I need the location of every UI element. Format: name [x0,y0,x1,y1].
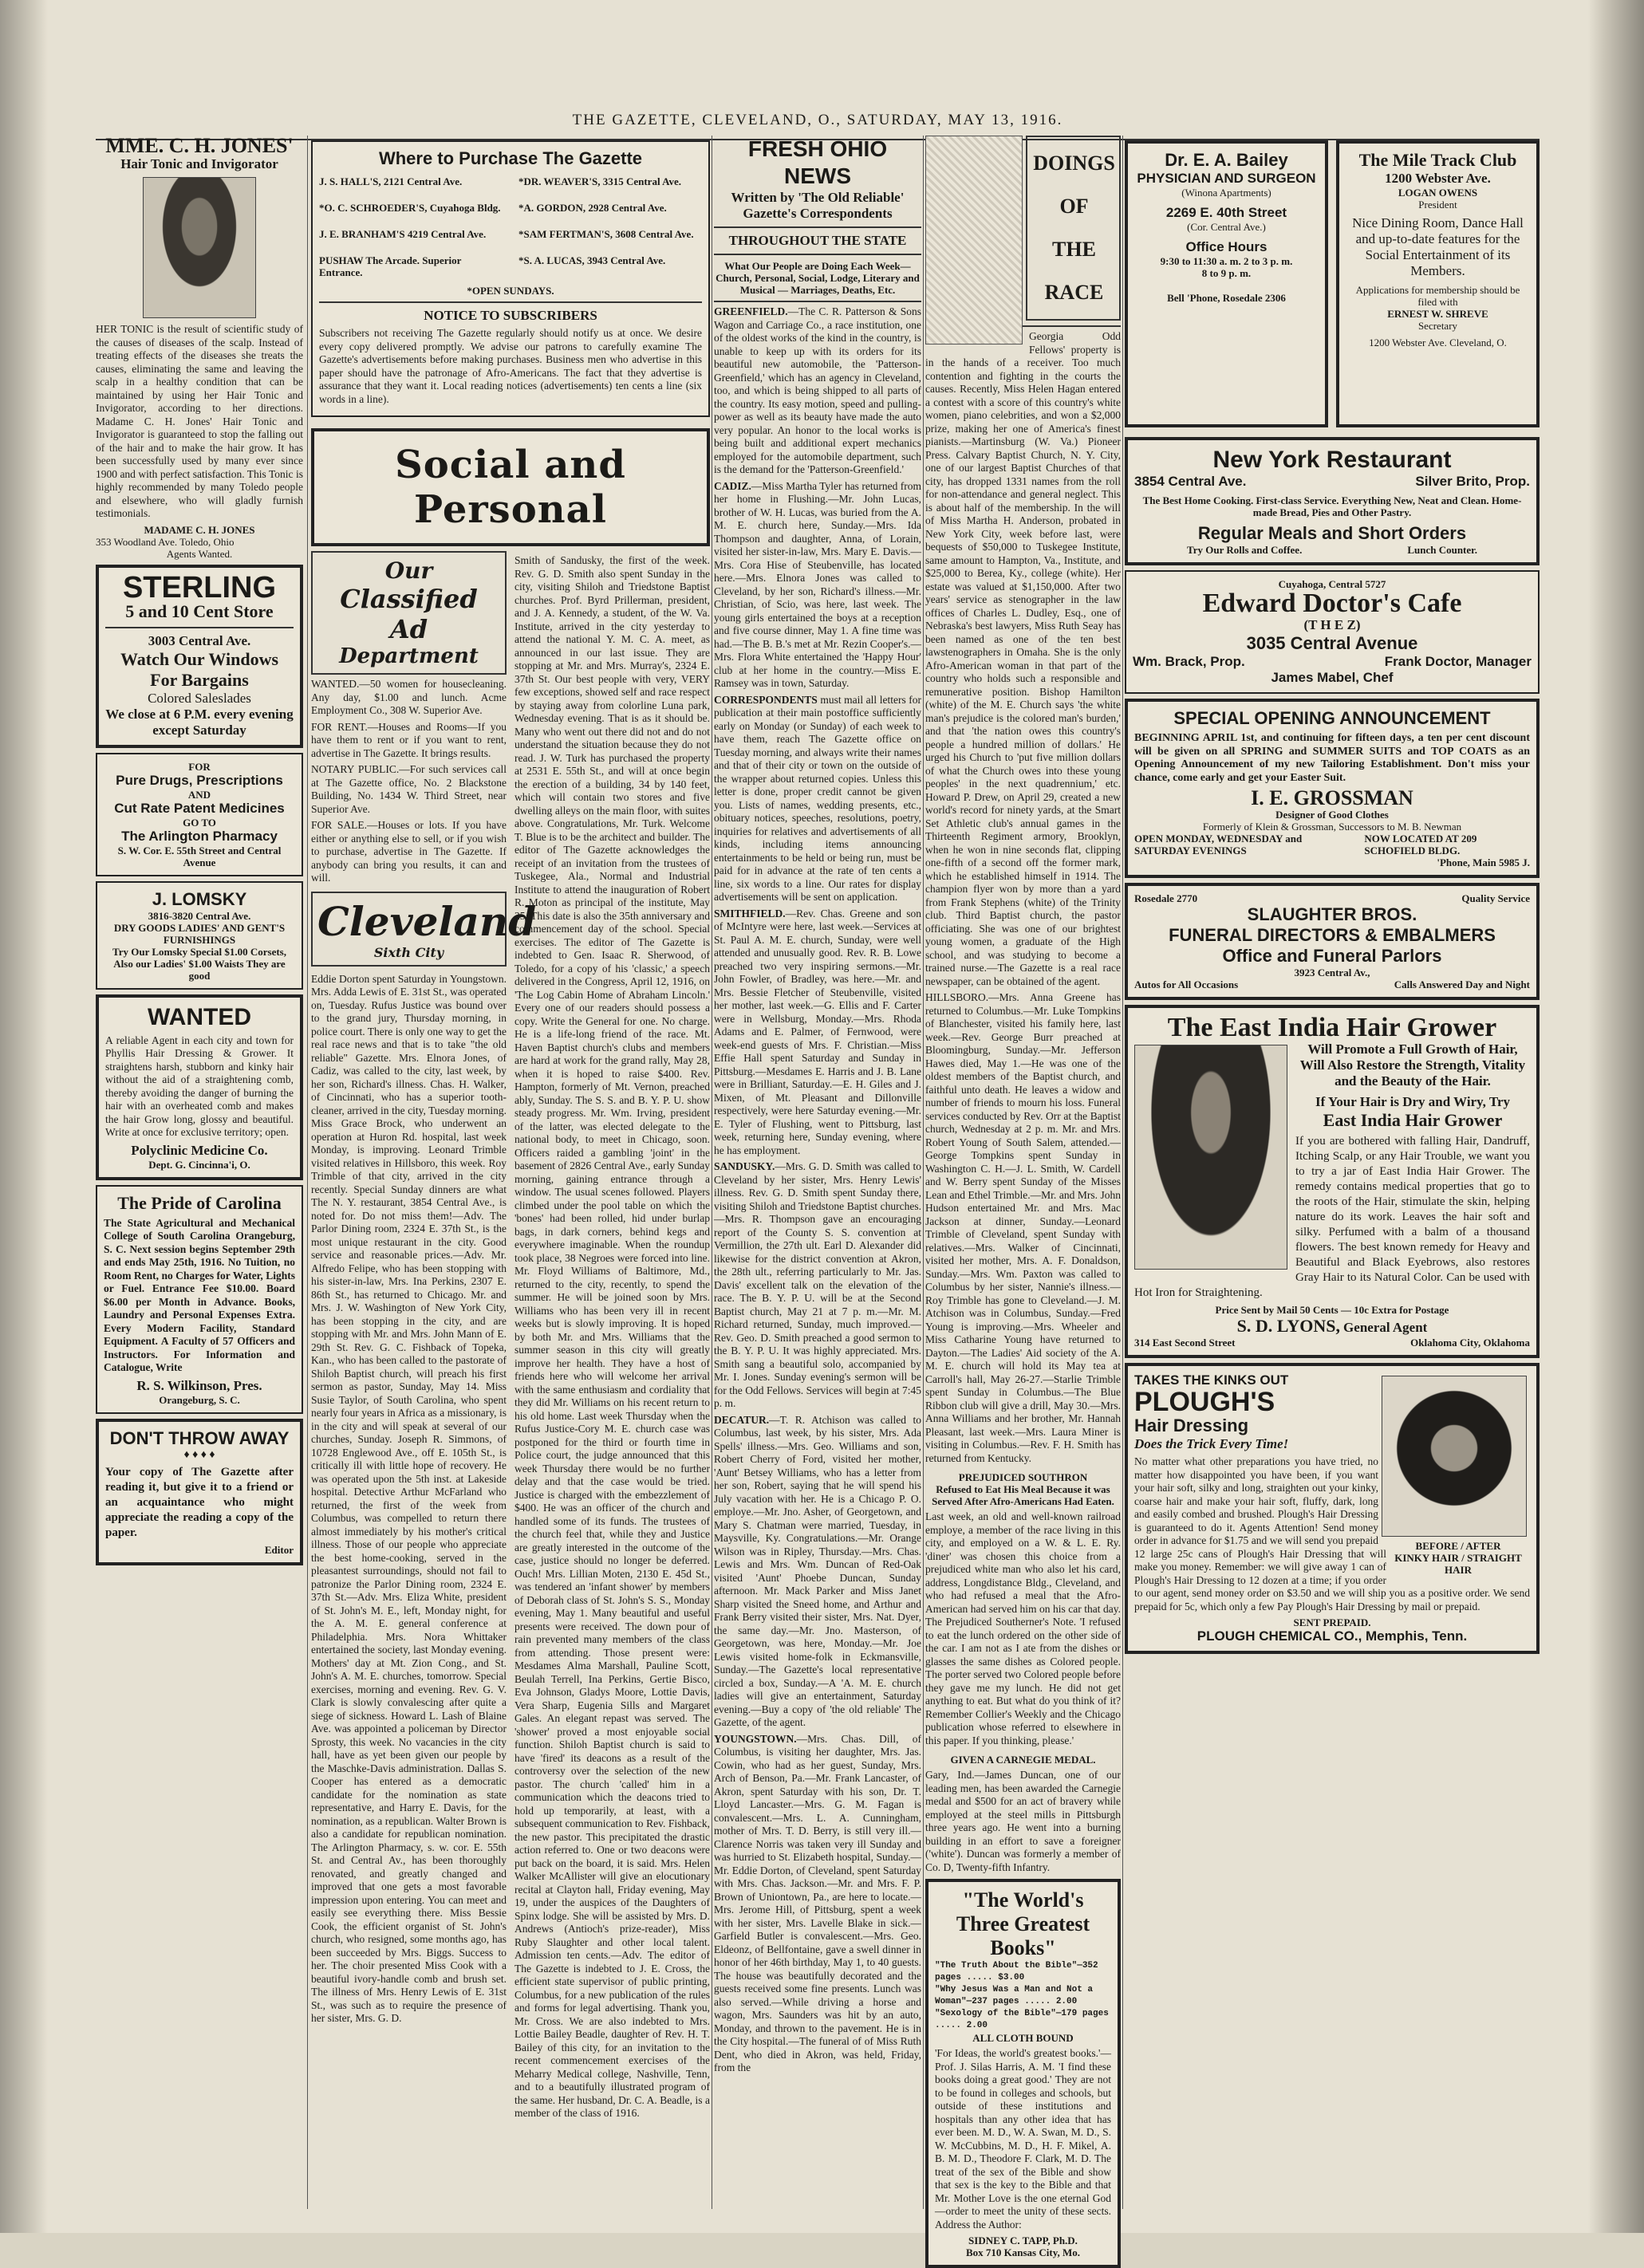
east-india-city: Oklahoma City, Oklahoma [1410,1337,1530,1349]
vendor-item: *S. A. LUCAS, 3943 Central Ave. [518,254,666,266]
column-5 [1125,136,1540,2209]
diamond-ornaments: ♦ ♦ ♦ ♦ [183,1448,215,1461]
mile-track-secretary: ERNEST W. SHREVE [1387,308,1488,320]
social-personal-banner [311,428,710,546]
arlington-goto: GO TO [183,816,216,829]
social-personal-title: Social and Personal [395,443,626,532]
plough-before: BEFORE [1415,1540,1458,1552]
east-india-name: East India Hair Grower [1323,1110,1503,1130]
doings-word: THE [1052,238,1096,261]
cafe-name: Edward Doctor's Cafe [1202,589,1462,618]
dateline: CORRESPONDENTS [714,693,818,706]
cafe-subtitle: (T H E Z) [1303,617,1361,632]
east-india-try: If Your Hair is Dry and Wiry, Try [1315,1094,1511,1109]
vendor-item: *A. GORDON, 2928 Central Ave. [518,202,667,214]
news-item: must mail all letters for publication at their main postoffice sufficiently early on Monday (or Sunday) of each week to have them, reach The Gazette office on Tuesday morning, and always write their names and that of their city or town on the outside of the wrapper about returned copies. Unless this letter is done, proper credit cannot be given you. Lists of names, wedding presents, etc., obituary notices, speeches, resolutions, poetry, inquiries for relatives and advertisements of all kinds, including items announcing entertainments to be held or being run, must be paid for in advance at the rate of ten cents a line, six words to a line. Our rates for display advertisements will be sent on application. [714,693,921,903]
fresh-ohio-subtitle: Written by 'The Old Reliable' Gazette's Correspondents [731,190,905,221]
sterling-windows: Watch Our Windows For Bargains [120,648,279,690]
bailey-hours: 9:30 to 11:30 a. m. 2 to 3 p. m. [1160,255,1293,267]
east-india-title: The East India Hair Grower [1167,1013,1497,1042]
arlington-name: The Arlington Pharmacy [121,828,278,844]
book-line: "Why Jesus Was a Man and Not a Woman"—237 pages ..... 2.00 [935,1985,1094,2006]
plough-kinks: TAKES THE KINKS OUT [1134,1372,1289,1388]
mile-track-president-title: President [1418,199,1457,211]
ny-meals: Regular Meals and Short Orders [1197,523,1467,543]
doings-title [1026,136,1121,321]
east-india-portrait [1134,1045,1287,1270]
lomsky-address: 3816-3820 Central Ave. [148,909,251,922]
col2-body [311,551,710,2124]
grossman-title: SPECIAL OPENING ANNOUNCEMENT [1173,708,1491,728]
column-3 [714,136,921,2209]
cleveland-subtitle: Sixth City [373,944,444,960]
jones-title: MME. C. H. JONES' [105,134,294,157]
notice-title: NOTICE TO SUBSCRIBERS [424,308,597,323]
binding-edge-left [0,0,48,2233]
wanted-title: WANTED [148,1003,251,1030]
news-item: —The C. R. Patterson & Sons Wagon and Carriage Co., a race institution, one of the oldest works of the kind in the country, is unable to keep up with its orders for its beautiful new automobile, the 'Patterson-Greenfield,' which has an agency in Cleveland, too, and which is being shipped to all parts of the country. Its easy motion, speed and pulling-power as well as its beauty have made the auto very popular. An honor to the local works is being built and additional expert mechanics employed for the automobile department, such is the demand for the 'Patterson-Greenfield.' [714,305,921,475]
fresh-ohio-state: THROUGHOUT THE STATE [728,233,907,248]
bailey-ad [1125,140,1328,427]
local-news-right: Smith of Sandusky, the first of the week. Rev. G. D. Smith also spent Sunday in the city, visiting Shiloh and Triedstone Baptist churches. Prof. Byrd Prillerman, president, and J. A. Kennedy, a student, of the W. Va. Institute, arrived in the city yesterday to attend the national Y. M. C. A. meet, as announced in our last issue. They are stopping at Mr. and Mrs. Murray's, 2324 E. 37th St. Our best people with very, VERY few exceptions, showed self and race respect by staying away from colorline Luna park, Wednesday evening. That is as it should be. Many who went out there did not and do not understand the situation because they do not read. J. W. Turk has purchased the property at 2531 E. 55th St., and will at once begin the erection of a building, 34 by 140 feet, which will contain two stores and five dwelling alleys on the main floor, with suites above. Congratulations, Mr. Turk. Welcome T. Blue is to be the architect and builder. The editor of The Gazette acknowledges the receipt of an invitation from the trustees of Tuskegee, Ala., Normal and Industrial Institute to attend the inauguration of Robert R. Moton as principal of the institute, May 25. This date is also the 35th anniversary and commencement day of the school. Special exercises. The editor of The Gazette is indebted to Gen. Isaac R. Sherwood, of Toledo, for a copy of his 'classic,' a speech delivered in the Congress, April 12, 1916, on 'The Log Cabin Home of Abraham Lincoln.' Every one of our readers should possess a copy. Write the General for one. No charge. He is a life-long friend of the race. Mt. Haven Baptist church's clubs and members are hard at work for the grand rally, May 28, when it is hoped to raise $400. Rev. Hampton, formerly of Mt. Vernon, preached ably, Sunday. The S. S. and B. Y. P. U. show steady progress. Mr. Wm. Irving, president of the latter, was elected delegate to the national body, to meet in Chicago, soon. Officers raided a gambling 'joint' in the basement of 2826 Central Ave., early Sunday morning, gaining entrance through a window. The usual scenes followed. Players climbed under the pool table on which the 'bones' had been rolled, hid under burlap bags, in dark corners, behind kegs and everywhere imaginable. When the roundup took place, 38 Negroes were forced into line. Mr. Floyd Williams of Baltimore, Md., returned to the city, recently, to spend the summer. He will be joined soon by Mrs. Williams who has been very ill in recent weeks but is slowly improving. It is hoped by both Mr. and Mrs. Williams that the summer season in this city will greatly improve her health. They have a host of friends here who will welcome her arrival with the same enthusiasm and cordiality that they did Mr. Williams on his recent return to his old home. Last week Thursday when the Rufus Justice-Cory M. E. church case was postponed for the third or fourth time in Police court, the judge announced that this week Thursday there would be no further delay and that the case would be tried. Justice is charged with the embezzlement of $400. He was an officer of the church and handled some of its funds. The trustees of the church feel that, while they and Justice are greatly interested in the outcome of the case, justice should no longer be deferred. Ouch! Mrs. Lillian Moten, 2130 E. 45d St., was tendered an 'infant shower' by members of Deborah class of St. John's S. S., Monday evening, May 1. Many beautiful and useful presents were received. The down pour of rain prevented many members of the class from attending. Those present were: Mesdames Alma Marshall, Pauline Scott, Beulah Terrell, Ina Perkins, Gertie Bisco, Eva Johnson, Gladys Moore, Lottie Davis, Vera Sharp, Eugenia Sills and Margaret Gales. An elegant repast was served. The 'shower' proved a most enjoyable social function. Shiloh Baptist church is said to have 'fired' its deacons as a result of the controversy over the selection of the new pastor. The church 'called' him in a communication which the deacons tried to hold up temporarily, at least, with a subsequent communication to Rev. Fishback, the new pastor. This precipitated the drastic action referred to. One or two deacons were put back on the board, it is said. Mrs. Helen Walker McAllister will give an elocutionary recital at Clayton hall, Friday evening, May 19, under the auspices of the Daughters of Spinx lodge. She will be assisted by Mrs. D. Andrews (Antioch's prize-reader), Miss Ruby Slaughter and other local talent. Admission ten cents.—Adv. The editor of The Gazette is indebted to J. E. Cross, the efficient state supervisor of public printing, Columbus, for a new publication of the rules and forms for legal advertising. Thank you, Mr. Cross. We are also indebted to Mrs. Lottie Bailey Beadle, daughter of Rev. H. T. Bailey of this city, for an invitation to the recent commencement exercises of the Meharry Medical college, Nashville, Tenn, and to a beautifully illustrated program of the same. Her husband, Dr. C. A. Beadle, is a member of the class of 1916. [514,554,710,2119]
mile-track-applications: Applications for membership should be filed with [1355,284,1520,308]
mile-track-address: 1200 Webster Ave. [1385,171,1491,186]
grossman-phone: 'Phone, Main 5985 J. [1437,856,1530,868]
news-item: —Rev. Chas. Greene and son of McIntyre were here, last week.—Services at St. Paul A. M. E. church, Sunday, were well attended and unusually good. Rev. R. B. Lowe preached two very inspiring sermons.—Mr. John Fowler, of Bradley, was here.—Mr. and Mrs. Bessie Fletcher of Steubenville, visited her mother, last week.—G. Ellis and F. Carter were in Wellsburg, Monday.—Mrs. Rhoda Adams and E. Palmer, of Fernwood, were week-end guests of Mrs. F. Christian.—Miss Effie Hall spent Saturday and Sunday in Pittsburg.—Mesdames E. Harris and J. B. Lane were in Brilliant, Saturday.—E. H. Giles and J. Mixen, of Mt. Pleasant and Dillonville respectively, were here Saturday evening.—Mr. E. Tyler of Flushing, went to Pittsburg, last week, returning here, Sunday evening, where he has employment. [714,907,921,1156]
slaughter-quality: Quality Service [1461,892,1530,904]
doings-header [925,136,1121,327]
plough-ad: TAKES THE KINKS OUT PLOUGH'S Hair Dressing Does the Trick Every Time! BEFORE / AFTER KINKY HAIR / STRAIGHT HAIR No matter what other preparations you have tried, no matter how disappointed you have been, if you want your hair soft, silky and long, straighten out your kinky, coarse hair and make your hair soft, fluffy, dark, long and easily combed and brushed. Plough's Hair Dressing is guaranteed to do it. Agents Attention! Send money order in advance for $1.75 and we will send you prepaid 12 large 25c cans of Plough's Hair Dressing that will make you money. Remember: we will give away 1 can of Plough's Hair Dressing to 12 dozen at a time; if you order to our agent, send money order on $3.50 and we will ship you as a positive order. We send prepaid for 5c, which only a few Pay Plough's Hair Dressing by mail or prepaid. SENT PREPAID. PLOUGH CHEMICAL CO., Memphis, Tenn. [1125,1363,1540,1654]
doings-word: OF [1059,195,1089,218]
classified-banner [311,551,507,675]
column-rule [923,136,924,2209]
plough-after: AFTER [1465,1540,1501,1552]
plough-name: PLOUGH'S [1134,1387,1275,1417]
fresh-ohio-header [714,136,921,302]
dont-throw-body: Your copy of The Gazette after reading it, but give it to a friend or an acquaintance who might appreciate the reading a copy of the paper. [105,1465,294,1539]
lomsky-goods: DRY GOODS LADIES' AND GENT'S FURNISHINGS [113,921,286,946]
cafe-proprietor: Wm. Brack, Prop. [1133,654,1245,669]
dateline: DECATUR. [714,1413,770,1426]
notice-body: Subscribers not receiving The Gazette regularly should notify us at once. We desire every copy delivered promptly. We advise our patrons to carefully examine The Gazette's advertisements before making purchases. Business men who advertise in this paper should have the patronage of Afro-Americans. The fact that they advertise is assurance that they want it. Local reading notices (advertisements) ten cents a line (six words in a line). [319,327,702,405]
classified-item: NOTARY PUBLIC.—For such services call at The Gazette office, No. 2 Blackstone Building, No. 1434 W. Third Street, near Superior Ave. [311,763,507,815]
bailey-building: (Winona Apartments) [1181,187,1271,199]
page-header: THE GAZETTE, CLEVELAND, O., SATURDAY, MAY 13, 1916. [96,112,1540,140]
dont-throw-signature: Editor [264,1543,294,1556]
east-india-body: If you are bothered with falling Hair, Dandruff, Itching Scalp, or any Hair Trouble, we want you to try a jar of East India Hair Grower. The remedy contains medical properties that go to the roots of the Hair, stimulate the skin, helping nature do its work. Leaves the hair soft and silky. Perfumed with a balm of a thousand flowers. The best known remedy for Heavy and Beautiful and Black Eyebrows, also restores Gray Hair to its Natural Color. Can be used with Hot Iron for Straightening. [1134,1135,1530,1299]
cafe-address: 3035 Central Avenue [1246,633,1418,653]
news-item: —Miss Martha Tyler has returned from her home in Flushing.—Mr. John Lucas, brother of W. H. Lucas, was buried from the A. M. E. church here, Sunday.—Mrs. Ida Thompson and daughter, Anna, of Lorain, visited her sister-in-law, Mrs. Mary E. Davis.—Mrs. Cora Hise of Steubenville, has located here.—Mrs. Elnora Jones was called to Cleveland, by her son, Richard's illness.—Mr. Christian, of Scio, was here, last week. The young girls entertained the boys at a reception and five course dinner, May 1. A fine time was had.—The B. B.'s met at Mr. Rezin Cooper's.—Mrs. Flora White entertained the 'Happy Hour' club at her home in the country.—Miss E. Ramsey was in town, Saturday. [714,479,921,689]
book-line: ALL CLOTH BOUND [972,2032,1074,2044]
medal-title: GIVEN A CARNEGIE MEDAL. [950,1754,1096,1766]
local-news-left: Eddie Dorton spent Saturday in Youngstown. Mrs. Adda Lewis of E. 31st St., was operated on, Tuesday. Rufus Justice was bound over to the grand jury, Thursday morning, in police court. There is only one way to get the real race news and that is to take "the old reliable" Gazette. Mrs. Elnora Jones, of Cadiz, was called to the city, last week, by her son, Richard's illness. Chas. H. Walker, of Cincinnati, who has a superior tooth-cleaner, arrived in the city, Tuesday morning. Miss Grace Brock, who underwent an operation at Huron Rd. hospital, last week Monday, is improving. Leonard Trimble visited relatives in Hillsboro, this week. Roy Trimble of that city, arrived in the city recently. Special Sunday dinners are what The N. Y. restaurant, 3854 Central Ave., is noted for. Do not miss them!—Adv. The Parlor Dining room, 2324 E. 37th St., is the most unique restaurant in the city. Good service and reasonable prices.—Adv. Mr. Alfredo Felipe, who has been stopping with his sister-in-law, Mrs. Ina Perkins, 2307 E. 86th St., has returned to Chicago. Mr. and Mrs. J. W. Washington of New York City, has been stopping in the city, and are stopping with Mr. and Mrs. John Mann of E. 29th St. Rev. G. C. Fishback of Topeka, Kan., who has been called to the pastorate of Shiloh Baptist church, will preach his first sermon as pastor, Sunday, May 14. Miss Susie Taylor, of South Carolina, who spent nearly four years in Africa as a missionary, is in the city and will speak at several of our churches, Sunday. Joseph R. Simmons, of 10728 Englewood Ave., off E. 105th St., is critically ill with little hope of recovery. He was operated upon the 5th inst. at Lakeside hospital. Detective Arthur McFarland who returned, the first of the week from Columbus, was compelled to return there almost immediately by his mother's critical illness. Those of our people who appreciate the best home-cooking, served in the pleasantest surroundings, should not fail to patronize the Parlor Dining room, 2324 E. 37th St.—Adv. Mrs. Eliza White, president of St. John's M. E., left, Monday night, for the A. M. E. general conference at Philadelphia. Mrs. Nora Whittaker entertained the society, last Monday evening. Mothers' day at Mt. Zion Cong., and St. John's A. M. E. churches, tomorrow. Special exercises, morning and evening. Rev. G. V. Clark is slowly convalescing after quite a siege of sickness. Howard L. Lash of Blaine Ave. was appointed a policeman by Director Sprosty, this week. No vacancies in the city hall, have as yet been given our people by the Maschke-Davis administration. Dallas S. Cooper has entered as a democratic candidate for the nomination as state representative, and Harry E. Davis, for the nomination, as a republican. Walter Brown is also a candidate for republican nomination. The Arlington Pharmacy, s. w. cor. E. 55th St. and Central Av., has been thoroughly renovated, and greatly changed and improved that one gets a most favorable impression upon entering. You can meet and easily see everything there. Miss Bessie Cook, the efficient organist of St. John's church, who resigned, some months ago, has been succeeded by Mrs. Biggs. Success to her. The choir presented Miss Cook with a beautiful ivory-handle comb and brush set. The illness of Mrs. Henry Lewis of E. 31st St., was such as to require the presence of her sister, Mrs. G. D. [311,972,507,2024]
plough-product: Hair Dressing [1134,1416,1249,1435]
mile-track-ad [1336,140,1540,427]
dateline: CADIZ. [714,479,751,492]
sterling-ad [96,565,303,748]
books-ad [925,1879,1121,2268]
col2-left [311,551,537,2124]
book-line: "The Truth About the Bible"—352 pages ..... $3.00 [935,1961,1098,1983]
wanted-company: Polyclinic Medicine Co. [131,1142,268,1158]
ny-restaurant-ad [1125,437,1540,565]
vendor-item: *O. C. SCHROEDER'S, Cuyahoga Bldg. [319,202,501,214]
ny-services: The Best Home Cooking. First-class Service. Everything New, Neat and Clean. Home-made Bread, Pies and Other Pastry. [1142,494,1522,518]
wanted-body: A reliable Agent in each city and town for Phyllis Hair Dressing & Grower. It straightens harsh, stubborn and kinky hair without the aid of a straightening comb, thereby avoiding the danger of burning the hair with an overheated comb and makes the hair Grow long, glossy and beautiful. Write at once for exclusive territory; open. [105,1034,294,1138]
classified-department: Department [339,644,479,668]
sterling-subtitle: 5 and 10 Cent Store [125,600,274,621]
arlington-ad [96,753,303,876]
dont-throw-title: DON'T THROW AWAY [109,1427,290,1448]
news-item: —Mrs. Chas. Dill, of Columbus, is visiting her daughter, Mrs. Jas. Cowin, who had as her guest, Sunday, Mrs. Arch of Benson, Pa.—Mr. Frank Lancaster, of Akron, spent Saturday with his son, Dr. T. Lloyd Lancaster.—Mrs. G. M. Fagan is convalescent.—Mrs. L. A. Cunningham, mother of Mrs. T. D. Berry, is still very ill.—Clarence Norris was taken very ill Sunday and was hurried to St. Elizabeth hospital, Sunday.—Mr. Eddie Dorton, of Cleveland, spent Saturday with Mrs. Chas. Jackson.—Mr. and Mrs. F. P. Brown of Uniontown, Pa., are here to locate.—Mrs. Jerome Hill, of Pittsburg, spent a week with her sister, Mrs. Lavelle Blake in sick.—Garfield Butler is convalescent.—Mrs. Geo. Eldeonz, of Bellfontaine, gave a swell dinner in honor of her 46th birthday, May 1, to 40 guests. The house was beautifully decorated and the guests received some fine presents. Lunch was also served.—While driving a horse and wagon, Mrs. Saunders was hit by an auto, Monday, and thrown to the pavement. He is in the City hospital.—The funeral of of Miss Ruth Dent, who died in Akron, was held, Friday, from the [714,1732,921,2073]
carolina-ad [96,1185,303,1414]
dateline: GREENFIELD. [714,305,788,317]
plough-company: PLOUGH CHEMICAL CO., Memphis, Tenn. [1197,1628,1468,1644]
arlington-and: AND [187,788,211,801]
ny-name: New York Restaurant [1212,447,1452,473]
doctor-cafe-ad [1125,570,1540,694]
dateline: SANDUSKY. [714,1160,775,1172]
fresh-ohio-description: What Our People are Doing Each Week—Church, Personal, Social, Lodge, Literary and Musical — Marriages, Deaths, Etc. [716,260,920,296]
slaughter-ad [1125,883,1540,1000]
lomsky-ad [96,881,303,990]
grossman-subtitle: Designer of Good Clothes [1275,809,1389,821]
plough-portrait [1382,1376,1527,1537]
southron-title: PREJUDICED SOUTHRON [958,1471,1088,1483]
column-rule [307,136,308,2209]
arlington-address: S. W. Cor. E. 55th Street and Central Avenue [117,844,282,868]
grossman-name: I. E. GROSSMAN [1251,786,1413,809]
carolina-body: The State Agricultural and Mechanical College of South Carolina Orangeburg, S. C. Next session begins September 29th and ends May 25th, 1916. No Tuition, no Room Rent, no Charges for Water, Lights or Fuel. Entrance Fee $10.00. Board $6.00 per Month in Advance. Books, Laundry and Personal Expenses Extra. Every Modern Facility, Standard Equipment. A Faculty of 57 Officers and Instructors. For Information and Catalogue, Write [104,1216,295,1373]
slaughter-address: 3923 Central Av., [1294,967,1370,978]
east-india-address: 314 East Second Street [1134,1337,1236,1349]
grossman-open: OPEN MONDAY, WEDNESDAY and SATURDAY EVENINGS [1134,833,1303,856]
vendor-item: *SAM FERTMAN'S, 3608 Central Ave. [518,228,694,240]
bailey-address: 2269 E. 40th Street [1165,205,1287,220]
classified-item: FOR SALE.—Houses or lots. If you have either or anything else to sell, or if you wish to purchase, advertise in The Gazette. If anybody can bring you results, it can and will. [311,819,507,884]
medal-body: Gary, Ind.—James Duncan, one of our leading men, has been awarded the Carnegie medal and $500 for an act of bravery while employed at the steel mills in Pittsburgh three years ago. He went into a burning building in an effort to save a foreigner ('white'). Duncan was formerly a member of Co. D, Twenty-fifth Infantry. [925,1769,1121,1873]
bailey-hours-evening: 8 to 9 p. m. [1201,267,1252,279]
dont-throw-ad [96,1419,303,1565]
bailey-phone: Bell 'Phone, Rosedale 2306 [1167,292,1286,304]
mile-track-name: The Mile Track Club [1358,150,1517,170]
vendor-item: PUSHAW The Arcade. Superior Entrance. [319,254,462,278]
purchase-box [311,140,710,417]
carolina-signature: R. S. Wilkinson, Pres. [136,1377,262,1393]
hillsboro-news: HILLSBORO.—Mrs. Anna Greene has returned to Columbus.—Mr. Luke Tompkins of Blanchester, visited his family here, last week.—Rev. George Burr preached at Bloomingburg, Sunday.—Mr. Jefferson Hawes died, May 1.—He was one of the oldest members of the Baptist church, and faithful unto death. He leaves a widow and number of friends to mourn his loss. Funeral services conducted by Rev. Orr at the Baptist church, Wednesday at 2 p. m. Mr. and Mrs. Robert Young of South Salem, attended.—George Tompkins spent Sunday in Washington C. H.—J. L. Smith, W. Cardell and W. Berry spent Sunday of the Misses Lean and Ethel Trimble.—Mr. and Mrs. John Hudson entertained Mr. and Mrs. Mac Jackson at dinner, Sunday.—Leonard Trimble of Cleveland, spent Sunday with relatives.—Mrs. Walker of Cincinnati, visited her mother, Mrs. A. F. Donaldson, Sunday.—Mrs. Wm. Paxton was called to Columbus by her sister, Nannie's illness.—Roy Trimble has gone to Cleveland.—J. M. Atchison was in Columbus, Sunday.—Fred Young is improving.—Mrs. Wheeler and Miss Catharine Young have returned to Dayton.—The Ladies' Aid society of the A. M. E. church will hold its May tea at Carroll's hall, May 26-27.—Starlie Trimble spent Sunday in Columbus.—The Blue Ribbon club will give a drill, May 30.—Mrs. Anna Williams and her brother, Mr. Hannah Pleasant, last week.—Mrs. Laura Miner is visiting in Columbus.—Rev. F. H. Smith has returned from Kentucky. [925,991,1121,1464]
vendor-item: J. S. HALL'S, 2121 Central Ave. [319,175,463,187]
ny-lunch-counter: Lunch Counter. [1407,544,1477,556]
east-india-price: Price Sent by Mail 50 Cents — 10c Extra for Postage [1215,1304,1449,1316]
col2-right [514,551,710,2124]
fresh-ohio-title: FRESH OHIO NEWS [747,136,888,188]
grossman-body: BEGINNING APRIL 1st, and continuing for fifteen days, a ten per cent discount will be given on all SPRING and SUMMER SUITS and TOP COATS as an Opening Announcement of my new Tailoring Establishment. Don't miss your chance, come early and get your Easter Suit. [1134,732,1530,784]
cartoon-illustration [925,136,1023,345]
books-author: SIDNEY C. TAPP, Ph.D. [968,2235,1078,2246]
dateline: SMITHFIELD. [714,907,786,919]
column-rule [1122,136,1123,2209]
sterling-saleslades: Colored Saleslades [148,690,251,706]
jones-signature: MADAME C. H. JONES [144,523,255,536]
top-ads-row [1125,136,1540,432]
ny-address: 3854 Central Ave. [1134,474,1247,489]
open-sundays-note: *OPEN SUNDAYS. [467,285,554,297]
news-item: —T. R. Atchison was called to Columbus, last week, by his sister, Mrs. Ada Spells' illness.—Mrs. Geo. Williams and son, Robert Cherry of Ford, visited her mother, 'Aunt' Betsey Williams, who has a letter from her son, Robert, saying that he will spend his July vacation with her. He is a Chicago P. O. employe.—Mr. Jno. Asher, of Georgetown, and Mary S. Chatman were married, Tuesday, in Maysville, Ky. Congratulations.—Mr. Orange Wilson was in Ripley, Thursday.—Mrs. Chas. Lewis and Mrs. Wm. Duncan of Red-Oak visited 'Aunt' Phoebe Duncan, Sunday afternoon. Mr. Mack Parker and Miss Janet Sharp visited the Sneed home, and Arthur and Frank Berry visited their sister, Mrs. Nat. Dyer, the same day.—Mr. Jno. Masterson, of Georgetown, was here, Monday.—Mr. Joe Lewis visited home-folk in Eckmansville, Sunday.—The Gazette's local representative circled a box, Sunday.—A 'A. M. E. church ladies will give an entertainment, Saturday evening.—Buy a copy of 'the old reliable' The Gazette, of the agent. [714,1413,921,1728]
cafe-chef: James Mabel, Chef [1271,670,1394,685]
grossman-formerly: Formerly of Klein & Grossman, Successors to M. B. Newman [1202,821,1462,833]
vendor-item: J. E. BRANHAM'S 4219 Central Ave. [319,228,487,240]
bailey-name: Dr. E. A. Bailey [1165,150,1288,170]
mile-track-address2: 1200 Webster Ave. Cleveland, O. [1369,337,1507,348]
jones-agents: Agents Wanted. [166,547,233,560]
jones-portrait [143,177,256,318]
plough-straight: STRAIGHT HAIR [1445,1552,1522,1576]
carolina-location: Orangeburg, S. C. [159,1393,240,1406]
east-india-agent-title: General Agent [1343,1320,1428,1335]
east-india-ad [1125,1005,1540,1358]
doings-word: RACE [1044,281,1104,304]
books-title: "The World's Three Greatest Books" [956,1888,1090,1959]
column-2 [311,136,710,2209]
cafe-manager: Frank Doctor, Manager [1384,654,1532,669]
southron-body: Last week, an old and well-known railroad employe, a member of the race living in this city, and employed on a W. & L. E. Ry. 'diner' was chosen this choice from a prejudiced white man who also let his card, address, Longdistance Bldg., Cleveland, and who had refused a meal that the Afro-American had served him on his car that day. The Prejudiced Southerner's Note. 'I refused to eat the lunch ordered on the other side of the car. I am not as I ate from the dishes or glasses the same dishes as Colored people. The porter served two Colored people before they gave me my lunch. He did not get anything to eat. But what do you think of it? Remember Collier's Weekly and the Chicago publication whose referred to elsewhere in this paper. If you thinking, please.' [925,1510,1121,1746]
slaughter-calls: Calls Answered Day and Night [1394,978,1530,990]
mile-track-body: Nice Dining Room, Dance Hall and up-to-date features for the Social Entertainment of its Members. [1352,215,1524,278]
news-item: —Mrs. G. D. Smith was called to Cleveland by her sister, Mrs. Henry Lewis' illness. Rev. G. D. Smith spent Sunday there, visiting Shiloh and Triedstone Baptist churches.—Mrs. R. Thompson gave an encouraging report of the County S. S. convention at Vermillion, the 27th ult. Earl D. Alexander did likewise for the district convention at Akron, the 28th ult., referring particularly to Mr. Jas. Davis' excellent talk on the elevation of the race. The B. Y. P. U. will be at the Second Baptist church, May 21 at 7 p. m.—Mr. M. Richard returned, Sunday, much improved.—Rev. Geo. D. Smith preached a good sermon to the B. Y. P. U. It was highly appreciated. Mrs. Smith sang a beautiful solo, accompanied by Mr. I. Jones. Sunday evening's sermon will be for the Odd Fellows. Services will begin at 7:45 p. m. [714,1160,921,1409]
classified-item: FOR RENT.—Houses and Rooms—If you have them to rent or if you want to rent, advertise in The Gazette. It brings results. [311,720,507,759]
mile-track-president: LOGAN OWENS [1398,187,1478,199]
east-india-claim: Will Promote a Full Growth of Hair, Will Also Restore the Strength, Vitality and the Beauty of the Hair. [1299,1041,1526,1089]
carolina-title: The Pride of Carolina [117,1192,282,1213]
arlington-for: FOR [188,760,211,773]
jones-body: HER TONIC is the result of scientific study of the causes of diseases of the scalp. Instead of treating effects of the diseases she treats the causes, eliminating the same and leaving the scalp in a healthy condition that can be maintained by using her Hair Tonic and Invigorator, according to her directions. Madame C. H. Jones' Hair Tonic and Invigorator is guaranteed to stop the falling out of the hair and to make the hair grow. It has been successfully used by many ever since 1900 and with perfect satisfaction. This Tonic is highly recommended by many Toledo people and elsewhere, who will gladly furnish testimonials. [96,323,303,519]
mile-track-secretary-title: Secretary [1417,320,1458,332]
cafe-phone: Cuyahoga, Central 5727 [1278,578,1386,590]
slaughter-funeral: FUNERAL DIRECTORS & EMBALMERS [1169,925,1496,945]
plough-kinky: KINKY HAIR [1394,1552,1459,1564]
bailey-address2: (Cor. Central Ave.) [1187,221,1266,233]
lomsky-special: Try Our Lomsky Special $1.00 Corsets, Also our Ladies' $1.00 Waists They are good [112,945,286,982]
wanted-ad [96,994,303,1180]
cleveland-banner [311,892,537,967]
books-address: Box 710 Kansas City, Mo. [965,2246,1080,2258]
bailey-hours-title: Office Hours [1185,239,1267,254]
cleveland-title: Cleveland [317,897,537,945]
binding-edge-right [1588,0,1644,2233]
sterling-hours: We close at 6 P.M. every evening except Saturday [105,706,294,738]
slaughter-autos: Autos for All Occasions [1134,978,1239,990]
east-india-agent: S. D. LYONS, [1236,1316,1341,1336]
book-line: "Sexology of the Bible"—179 pages ..... 2.00 [935,2009,1109,2030]
books-body: 'For Ideas, the world's greatest books.'—Prof. J. Silas Harris, A. M. 'I find these books doing a great good.' They are not to be found in colleges and schools, but outside of these institutions and hospitals than any other idea that has ever been. M. D., W. A. Swan, M. D., S. W. McCubbins, M. D., H. F. Mikel, A. B. M. D., Theodore F. Clark, M. D. The treat of the sex of the Bible and show that sex is the key to the Bible and that Mr. Mother Love is the one eternal God—order to meet the unity of these sects. Address the Author: [935,2047,1111,2231]
plough-body: No matter what other preparations you have tried, no matter how disappointed you have been, if you want your hair soft, silky and long, straighten out your kinky, coarse hair and make your hair soft, fluffy, dark, long and easily combed and brushed. Plough's Hair Dressing is guaranteed to do it. Agents Attention! Send money order in advance for $1.75 and we will send you prepaid 12 large 25c cans of Plough's Hair Dressing that will make you money. Remember: we will give away 1 can of Plough's Hair Dressing to 12 dozen at a time; if you order to our agent, send money order on $3.50 and we will ship you as a positive order. We send prepaid for 5c, which only a few Pay Plough's Hair Dressing by mail or prepaid. [1134,1455,1530,1612]
jones-address: 353 Woodland Ave. Toledo, Ohio [96,535,235,548]
sterling-title: STERLING [122,570,277,604]
southron-subtitle: Refused to Eat His Meal Because it was Served After Afro-Americans Had Eaten. [932,1483,1114,1507]
divider [105,627,294,628]
arlington-patent: Cut Rate Patent Medicines [114,800,285,816]
wanted-dept: Dept. G. Cincinna'i, O. [148,1158,250,1171]
ny-rolls: Try Our Rolls and Coffee. [1187,544,1303,556]
lomsky-name: J. LOMSKY [152,888,247,909]
jones-subtitle: Hair Tonic and Invigorator [120,156,278,171]
bailey-title: PHYSICIAN AND SURGEON [1137,171,1316,186]
slaughter-office: Office and Funeral Parlors [1222,946,1442,966]
sterling-address: 3003 Central Ave. [148,632,251,648]
classified-title: Classified Ad [340,584,478,644]
column-4 [925,136,1121,2258]
slaughter-phone: Rosedale 2770 [1134,892,1198,904]
classified-our: Our [384,557,433,584]
classified-item: WANTED.—50 women for housecleaning. Any day, $1.00 and lunch. Acme Employment Co., 308 W. Superior Ave. [311,678,507,716]
slaughter-name: SLAUGHTER BROS. [1247,904,1417,924]
jones-ad [96,136,303,560]
grossman-ad [1125,699,1540,878]
plough-tagline: Does the Trick Every Time! [1134,1436,1289,1451]
arlington-drugs: Pure Drugs, Prescriptions [116,772,283,788]
dateline: YOUNGSTOWN. [714,1732,797,1745]
grossman-location: NOW LOCATED AT 209 SCHOFIELD BLDG. [1364,833,1477,856]
ny-proprietor: Silver Brito, Prop. [1415,474,1530,489]
plough-sent: SENT PREPAID. [1293,1616,1371,1628]
doings-word: DOINGS [1033,152,1115,175]
column-1 [96,136,303,2209]
race-news: Georgia Odd Fellows' property is in the hands of a receiver. Too much contention and fighting in the courts the causes. Recently, Miss Helen Hagan entered a contest with a score of this country's white women, piano celebrities, and won a $2,000 prize, making her one of America's finest pianists.—Martinsburg (W. Va.) Pioneer Press. Calvary Baptist Church, N. Y. City, one of our largest Baptist Churches of that city, has dropped 1331 names from the roll for non-attendance and general neglect. This is about half of the membership. In the will of Miss Martha H. Anderson, probated in New York City, week before last, were bequests of $50,000 to Tuskegee Institute, same amount to Hampton, Va., Institute, and $25,000 to Berea, Ky., college (white). Her estate was valued at $1,150,000. After two years' service as stenographer in the law offices of Charles L. Dudley, Esq., one of Nebraska's best lawyers, Miss Ruth Seay has been named as one of the ten best lawstenographers in Omaha. She is the only Afro-American woman in that part of the country who holds such a responsible and remunerative position. Bishop Hamilton (white) of the M. E. Church says 'the white man's prejudice is the colored man's burden,' and that 'the nation owes this country's people a hundred million of dollars.' He urged his Church to 'put five million dollars of what the Church owes into these young peoples' in the next quadrennium,' etc. Howard P. Drew, on April 29, created a new world's record for ninety yards, at the Smart Set Athletic club's annual games in the Thirteenth Regiment armory, Brooklyn, when he won in nine seconds flat, clipping one-fifth of a second off the former mark, which he established himself in 1914. The champion flyer won by more than a yard from Frank Stephens (white) of the Trinity club. Third Baptist church, the pastor officiating. She was one of our brightest young women, a graduate of the High school, and was studying to become a trained nurse.—The Gazette is a real race newspaper, can be obtained of the agent. [925,330,1121,987]
purchase-title: Where to Purchase The Gazette [378,148,643,168]
vendor-item: *DR. WEAVER'S, 3315 Central Ave. [518,175,682,187]
